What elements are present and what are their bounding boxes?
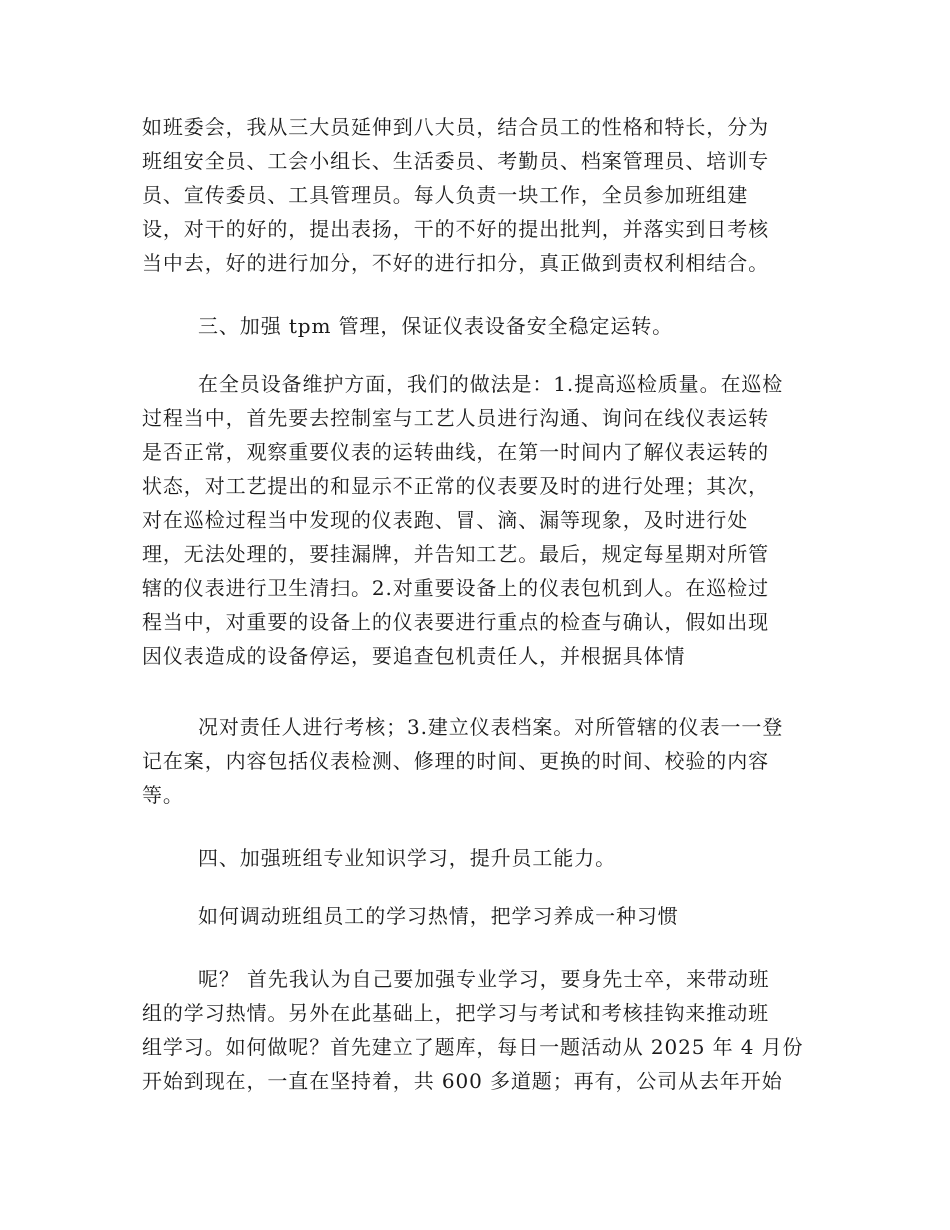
text-line: 当中去，好的进行加分，不好的进行扣分，真正做到责权利相结合。 (142, 251, 769, 275)
text-line: 在全员设备维护方面，我们的做法是：1.提高巡检质量。在巡检 (198, 372, 784, 396)
text-line: 对在巡检过程当中发现的仪表跑、冒、滴、漏等现象，及时进行处 (142, 508, 749, 532)
section-heading: 四、加强班组专业知识学习，提升员工能力。 (198, 846, 616, 870)
text-line: 开始到现在，一直在坚持着，共 600 多道题；再有，公司从去年开始 (142, 1069, 783, 1093)
text-line: 等。 (142, 783, 184, 807)
text-line: 是否正常，观察重要仪表的运转曲线，在第一时间内了解仪表运转的 (142, 440, 769, 464)
text-line: 记在案，内容包括仪表检测、修理的时间、更换的时间、校验的内容 (142, 749, 769, 773)
section-heading: 三、加强 tpm 管理，保证仪表设备安全稳定运转。 (198, 314, 674, 338)
text-line: 组学习。如何做呢？首先建立了题库，每日一题活动从 2025 年 4 月份 (142, 1035, 804, 1059)
text-line: 辖的仪表进行卫生清扫。2.对重要设备上的仪表包机到人。在巡检过 (142, 576, 769, 600)
text-line: 理，无法处理的，要挂漏牌，并告知工艺。最后，规定每星期对所管 (142, 542, 769, 566)
text-line: 况对责任人进行考核；3.建立仪表档案。对所管辖的仪表一一登 (198, 715, 784, 739)
text-line: 如班委会，我从三大员延伸到八大员，结合员工的性格和特长，分为 (142, 115, 769, 139)
text-line: 员、宣传委员、工具管理员。每人负责一块工作，全员参加班组建 (142, 183, 749, 207)
text-line: 如何调动班组员工的学习热情，把学习养成一种习惯 (198, 904, 679, 928)
text-line: 设，对干的好的，提出表扬，干的不好的提出批判，并落实到日考核 (142, 217, 769, 241)
text-line: 因仪表造成的设备停运，要追查包机责任人，并根据具体情 (142, 644, 686, 668)
text-line: 呢？ 首先我认为自己要加强专业学习，要身先士卒，来带动班 (198, 967, 770, 991)
text-line: 过程当中，首先要去控制室与工艺人员进行沟通、询问在线仪表运转 (142, 406, 769, 430)
text-line: 程当中，对重要的设备上的仪表要进行重点的检查与确认，假如出现 (142, 610, 769, 634)
text-line: 组的学习热情。另外在此基础上，把学习与考试和考核挂钩来推动班 (142, 1001, 769, 1025)
text-line: 班组安全员、工会小组长、生活委员、考勤员、档案管理员、培训专 (142, 149, 769, 173)
text-line: 状态，对工艺提出的和显示不正常的仪表要及时的进行处理；其次， (142, 474, 769, 498)
